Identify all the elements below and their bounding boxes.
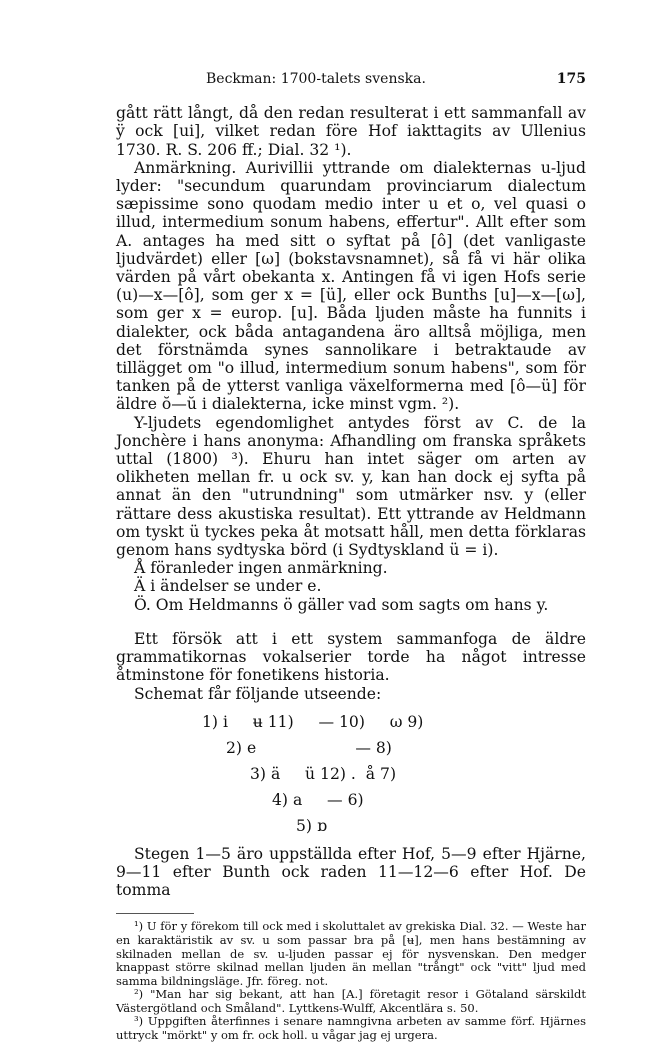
schema-row-3: 3) ä ü 12) . å 7) [250, 764, 397, 783]
schema-row-5: 5) ɒ [296, 816, 327, 835]
footnote-rule [116, 913, 194, 914]
footnote-2: ²) "Man har sig bekant, att han [A.] företagit resor i Götaland särskildt Västergötland och Småland". Lyttkens-Wulff, Akcentlära s. 50. [116, 987, 586, 1015]
schema-row-1: 1) i ʉ 11) — 10) ω 9) [202, 712, 424, 731]
schema-row-4: 4) a — 6) [272, 790, 364, 809]
schema-row-2: 2) e — 8) [226, 738, 392, 757]
paragraph-forsok: Ett försök att i ett system sammanfoga de äldre grammatikornas vokalserier torde ha något intresse åtminstone för fonetikens historia. [116, 629, 586, 685]
footnotes [116, 913, 586, 1042]
page-number: 175 [556, 71, 586, 87]
paragraph-y-ljudet: Y-ljudets egendomlighet antydes först av C. de la Jonchère i hans anonyma: Afhandling om franska språkets uttal (1800) ³). Ehuru han intet säger om arten av olikheten mellan fr. u ock sv. y, kan han dock ej syfta på annat än den "utrundning" som utmärker nsv. y (eller rättare dess akustiska resultat). Ett yttrande av Heldmann om tyskt ü tyckes peka åt motsatt håll, men detta förklaras genom hans sydtyska börd (i Sydtyskland ü = i). [116, 413, 586, 560]
paragraph-anmarkning: Anmärkning. Aurivillii yttrande om dialekternas u-ljud lyder: "secundum quarundam provinciarum dialectum sæpissime sono quodam medio inter u et o, vel quasi o illud, intermedium sonum habens, effertur". Allt efter som A. antages ha med sitt o syftat på [ô] (det vanligaste ljudvärdet) eller [ω] (bokstavsnamnet), så få vi här olika värden på vårt obekanta x. Antingen få vi igen Hofs serie (u)—x—[ô], som ger x = [ü], eller ock Bunths [u]—x—[ω], som ger x = europ. [u]. Båda ljuden måste ha funnits i dialekter, ock båda antagandena äro alltså möjliga, men det förstnämda synes sannolikare i betraktaude av tillägget om "o illud, intermedium sonum habens", som för tanken på de ytterst vanliga växelformerna med [ô—ü] för äldre ŏ—ŭ i dialekterna, icke minst vgm. ²). [116, 158, 586, 414]
paragraph-a-ring: Å föranleder ingen anmärkning. [134, 559, 388, 578]
footnote-3: ³) Uppgiften återfinnes i senare namngivna arbeten av samme förf. Hjärnes uttryck "mörkt" y om fr. ock holl. u vågar jag ej urgera. [116, 1014, 586, 1043]
running-title: Beckman: 1700-talets svenska. [206, 71, 426, 87]
footnote-1: ¹) U för y förekom till ock med i skoluttalet av grekiska Dial. 32. — Weste har en karaktäristik av sv. u som passar bra på [ʉ], men hans bestämning av skilnaden mellan de sv. u-ljuden passar ej för nysvenskan. Den medger knappast större skilnad mellan ljuden än mellan "trångt" ock "vitt" ljud med samma bildningsläge. Jfr. föreg. not. [116, 919, 586, 988]
running-header [116, 70, 586, 88]
page [116, 70, 586, 1043]
paragraph: gått rätt långt, då den redan resulterat i ett sammanfall av ÿ ock [ui], vilket redan före Hof iakttagits av Ullenius 1730. R. S. 206 ff.; Dial. 32 ¹). [116, 104, 586, 159]
paragraph-o-umlaut: Ö. Om Heldmanns ö gäller vad som sagts om hans y. [134, 595, 549, 614]
paragraph-stegen: Stegen 1—5 äro uppställda efter Hof, 5—9 efter Hjärne, 9—11 efter Bunth ock raden 11—12—6 efter Hof. De tomma [116, 844, 586, 900]
paragraph-a-umlaut: Ä i ändelser se under e. [134, 577, 322, 596]
paragraph-schemat: Schemat får följande utseende: [134, 684, 382, 703]
vowel-schema [116, 707, 586, 839]
